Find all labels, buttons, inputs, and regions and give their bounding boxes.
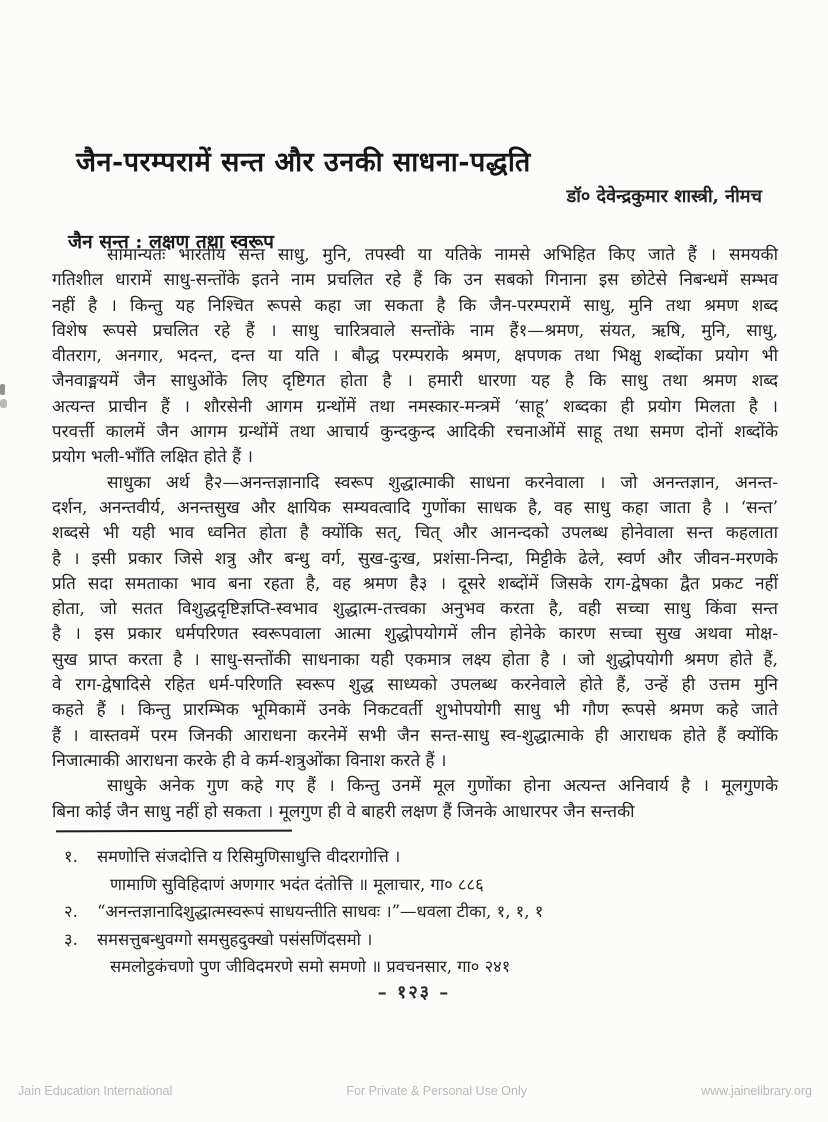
- page-footer: [0, 1084, 828, 1098]
- text-line: प्रयोग भली-भाँति लक्षित होते हैं ।: [52, 447, 253, 468]
- paragraph: [52, 471, 778, 775]
- text-line: कहते हैं । किन्तु प्रारम्भिक भूमिकामें उनके निकटवर्ती शुभोपयोगी साधु भी गौण रूपसे श्रमण कहे जाते: [52, 700, 778, 721]
- footnote-number: ३.: [64, 929, 78, 949]
- footnote-line: [64, 926, 744, 954]
- footer-publisher: Jain Education International: [18, 1084, 173, 1098]
- footnote-text: समणोत्ति संजदोत्ति य रिसिमुणिसाधुत्ति वीदरागोत्ति ।: [97, 847, 401, 866]
- page-number: – १२३ –: [377, 982, 451, 1003]
- footnote-line: [64, 898, 744, 926]
- text-line: बिना कोई जैन साधु नहीं हो सकता । मूलगुण ही वे बाहरी लक्षण हैं जिनके आधारपर जैन सन्तकी: [52, 801, 635, 822]
- page-title: जैन-परम्परामें सन्त और उनकी साधना-पद्धति: [76, 147, 531, 179]
- footnote-number: २.: [64, 902, 78, 922]
- footnote: [64, 926, 744, 981]
- footer-usage-note: For Private & Personal Use Only: [346, 1084, 527, 1098]
- text-line: वीतराग, अनगार, भदन्त, दन्त या यति । बौद्ध परम्पराके श्रमण, क्षपणक तथा भिक्षु शब्दोंका प्रयोग भी: [52, 346, 778, 367]
- footnote-text: “अनन्तज्ञानादिशुद्धात्मस्वरूपं साधयन्तीति साधवः ।”—धवला टीका, १, १, १: [97, 902, 544, 922]
- text-line: वे राग-द्वेषादिसे रहित धर्म-परिणति स्वरूप शुद्ध साध्यको उपलब्ध करनेवाले होते हैं, उन्हें ही उत्तम मुनि: [52, 675, 778, 696]
- paragraph: [52, 243, 778, 471]
- footnote-line: [64, 843, 744, 871]
- footnote-text: समसत्तुबन्धुवग्गो समसुहदुक्खो पसंसणिंदसमो ।: [97, 929, 373, 949]
- body-paragraphs: [52, 243, 778, 825]
- text-line: हैं । वास्तवमें परम जिनकी आराधना करनेमें सभी जैन सन्त-साधु स्व-शुद्धात्माके ही आराधक होते हैं क्योंकि: [52, 725, 778, 746]
- text-line: परवर्त्ती कालमें जैन आगम ग्रन्थोंमें तथा आचार्य कुन्दकुन्द आदिकी रचनाओंमें साहू तथा समण दोनों शब्दोंके: [52, 422, 778, 443]
- text-line: शब्दसे भी यही भाव ध्वनित होता है क्योंकि सत्, चित् और आनन्दको उपलब्ध होनेवाला सन्त कहलाता: [52, 523, 778, 544]
- section-heading: जैन सन्त : लक्षण तथा स्वरूप: [68, 230, 274, 253]
- author-byline: डॉ० देवेन्द्रकुमार शास्त्री, नीमच: [566, 186, 762, 207]
- text-line: सुख प्राप्त करता है । साधु-सन्तोंकी साधनाका यही एकमात्र लक्ष्य होता है । जो शुद्धोपयोगी श्रमण होते हैं,: [52, 649, 778, 670]
- text-line: है । इसी प्रकार जिसे शत्रु और बन्धु वर्ग, सुख-दुःख, प्रशंसा-निन्दा, मिट्टीके ढेले, स्वर्ण और जीवन-मरणके: [52, 548, 778, 569]
- footnote-number: १.: [64, 847, 78, 866]
- scan-artifact: [0, 399, 7, 408]
- text-line: साधुके अनेक गुण कहे गए हैं । किन्तु उनमें मूल गुणोंका होना अत्यन्त अनिवार्य है । मूलगुणके: [107, 776, 778, 797]
- text-line: निजात्माकी आराधना करके ही वे कर्म-शत्रुओंका विनाश करते हैं ।: [52, 750, 447, 771]
- text-line: प्रति सदा समताका भाव बना रहता है, वह श्रमण है३ । दूसरे शब्दोंमें जिसके राग-द्वेषका द्वैत प्रकट नहीं: [52, 573, 778, 594]
- scan-artifact: [0, 384, 5, 395]
- text-line: नहीं है । किन्तु यह निश्चित रूपसे कहा जा सकता है कि जैन-परम्परामें साधु, मुनि तथा श्रमण शब्द: [52, 295, 778, 316]
- footnote: [64, 898, 744, 926]
- footnote-separator: [56, 830, 292, 833]
- paragraph: [52, 774, 778, 825]
- footnote-line: णामाणि सुविहिदाणं अणगार भदंत दंतोत्ति ॥ मूलाचार, गा० ८८६: [110, 874, 484, 894]
- text-line: विशेष रूपसे प्रचलित रहे हैं । साधु चारित्रवाले सन्तोंके नाम हैं१—श्रमण, संयत, ऋषि, मुनि, साधु,: [52, 320, 778, 341]
- footnote-line: समलोट्ठकंचणो पुण जीविदमरणे समो समणो ॥ प्रवचनसार, गा० २४१: [110, 957, 511, 977]
- text-line: गतिशील धारामें साधु-सन्तोंके इतने नाम प्रचलित रहे हैं कि उन सबको गिनाना इस छोटेसे निबन्धमें सम्भव: [52, 270, 778, 291]
- text-line: दर्शन, अनन्तवीर्य, अनन्तसुख और क्षायिक सम्यवत्वादि गुणोंका साधक है, वह साधु कहा जाता है । ‘सन्त’: [52, 497, 778, 518]
- text-line: साधुका अर्थ है२—अनन्तज्ञानादि स्वरूप शुद्धात्माकी साधना करनेवाला । जो अनन्तज्ञान, अनन्त-: [107, 472, 778, 493]
- footnotes: [64, 843, 744, 981]
- text-line: अत्यन्त प्राचीन हैं । शौरसेनी आगम ग्रन्थोंमें तथा नमस्कार-मन्त्रमें ‘साहू’ शब्दका ही प्रयोग मिलता है ।: [52, 396, 778, 417]
- text-line: सामान्यतः भारतीय सन्त साधु, मुनि, तपस्वी या यतिके नामसे अभिहित किए जाते हैं । समयकी: [107, 245, 778, 265]
- footer-website: www.jainelibrary.org: [701, 1084, 812, 1098]
- text-line: है । इस प्रकार धर्मपरिणत स्वरूपवाला आत्मा शुद्धोपयोगमें लीन होनेके कारण सच्चा सुख अथवा मोक्ष-: [52, 624, 778, 645]
- footnote: [64, 843, 744, 898]
- text-line: जैनवाङ्मयमें जैन साधुओंके लिए दृष्टिगत होता है । हमारी धारणा यह है कि साधु तथा श्रमण शब्द: [52, 371, 778, 392]
- text-line: होता, जो सतत विशुद्धदृष्टिज्ञप्ति-स्वभाव शुद्धात्म-तत्त्वका अनुभव करता है, वही सच्चा साधु किंवा सन्त: [52, 599, 778, 620]
